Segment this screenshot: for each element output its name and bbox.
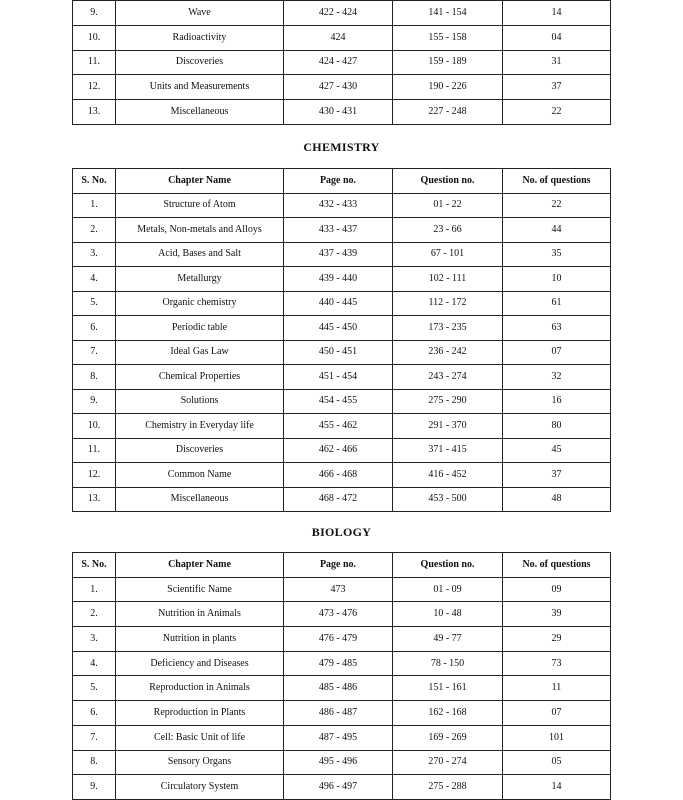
- cell-num-questions: 80: [503, 414, 611, 439]
- physics-row: [73, 1, 611, 26]
- cell-num-questions: 37: [503, 75, 611, 100]
- cell-page-no: 473: [284, 577, 393, 602]
- header-page-no: Page no.: [284, 553, 393, 578]
- cell-sno: 3.: [73, 242, 116, 267]
- cell-chapter-name: Metals, Non-metals and Alloys: [116, 218, 284, 243]
- cell-sno: 9.: [73, 389, 116, 414]
- cell-page-no: 433 - 437: [284, 218, 393, 243]
- cell-page-no: 445 - 450: [284, 316, 393, 341]
- cell-sno: 4.: [73, 267, 116, 292]
- cell-num-questions: 48: [503, 487, 611, 512]
- cell-chapter-name: Miscellaneous: [116, 100, 284, 125]
- cell-question-no: 270 - 274: [393, 750, 503, 775]
- cell-num-questions: 45: [503, 438, 611, 463]
- cell-chapter-name: Nutrition in Animals: [116, 602, 284, 627]
- cell-num-questions: 35: [503, 242, 611, 267]
- cell-chapter-name: Circulatory System: [116, 775, 284, 800]
- biology-row: [73, 651, 611, 676]
- cell-chapter-name: Units and Measurements: [116, 75, 284, 100]
- header-chapter-name: Chapter Name: [116, 553, 284, 578]
- cell-page-no: 476 - 479: [284, 627, 393, 652]
- cell-question-no: 67 - 101: [393, 242, 503, 267]
- cell-question-no: 01 - 09: [393, 577, 503, 602]
- header-page-no: Page no.: [284, 169, 393, 194]
- cell-sno: 12.: [73, 75, 116, 100]
- cell-num-questions: 39: [503, 602, 611, 627]
- cell-question-no: 169 - 269: [393, 725, 503, 750]
- cell-sno: 9.: [73, 1, 116, 26]
- cell-chapter-name: Organic chemistry: [116, 291, 284, 316]
- cell-page-no: 427 - 430: [284, 75, 393, 100]
- biology-row: [73, 701, 611, 726]
- cell-page-no: 424 - 427: [284, 50, 393, 75]
- chemistry-heading: CHEMISTRY: [303, 140, 380, 154]
- cell-question-no: 141 - 154: [393, 1, 503, 26]
- cell-num-questions: 29: [503, 627, 611, 652]
- header-sno: S. No.: [73, 553, 116, 578]
- cell-chapter-name: Miscellaneous: [116, 487, 284, 512]
- chemistry-table: [72, 168, 611, 512]
- cell-question-no: 236 - 242: [393, 340, 503, 365]
- cell-sno: 5.: [73, 291, 116, 316]
- cell-question-no: 112 - 172: [393, 291, 503, 316]
- cell-page-no: 450 - 451: [284, 340, 393, 365]
- biology-row: [73, 577, 611, 602]
- cell-chapter-name: Periodic table: [116, 316, 284, 341]
- cell-num-questions: 14: [503, 1, 611, 26]
- cell-num-questions: 11: [503, 676, 611, 701]
- cell-chapter-name: Solutions: [116, 389, 284, 414]
- cell-sno: 2.: [73, 218, 116, 243]
- biology-row: [73, 602, 611, 627]
- cell-sno: 10.: [73, 414, 116, 439]
- cell-sno: 3.: [73, 627, 116, 652]
- cell-question-no: 159 - 189: [393, 50, 503, 75]
- chemistry-row: [73, 487, 611, 512]
- biology-row: [73, 750, 611, 775]
- cell-page-no: 486 - 487: [284, 701, 393, 726]
- cell-sno: 1.: [73, 577, 116, 602]
- chemistry-row: [73, 463, 611, 488]
- cell-chapter-name: Deficiency and Diseases: [116, 651, 284, 676]
- cell-question-no: 151 - 161: [393, 676, 503, 701]
- cell-sno: 6.: [73, 316, 116, 341]
- header-chapter-name: Chapter Name: [116, 169, 284, 194]
- cell-page-no: 430 - 431: [284, 100, 393, 125]
- cell-sno: 7.: [73, 340, 116, 365]
- cell-num-questions: 07: [503, 701, 611, 726]
- cell-num-questions: 73: [503, 651, 611, 676]
- cell-question-no: 190 - 226: [393, 75, 503, 100]
- cell-num-questions: 44: [503, 218, 611, 243]
- cell-question-no: 23 - 66: [393, 218, 503, 243]
- cell-sno: 10.: [73, 25, 116, 50]
- chemistry-row: [73, 414, 611, 439]
- cell-page-no: 468 - 472: [284, 487, 393, 512]
- biology-row: [73, 627, 611, 652]
- cell-question-no: 01 - 22: [393, 193, 503, 218]
- cell-chapter-name: Structure of Atom: [116, 193, 284, 218]
- cell-sno: 1.: [73, 193, 116, 218]
- physics-table: [72, 0, 611, 125]
- cell-page-no: 466 - 468: [284, 463, 393, 488]
- cell-num-questions: 37: [503, 463, 611, 488]
- cell-question-no: 243 - 274: [393, 365, 503, 390]
- cell-num-questions: 10: [503, 267, 611, 292]
- cell-sno: 13.: [73, 487, 116, 512]
- cell-sno: 8.: [73, 365, 116, 390]
- cell-chapter-name: Common Name: [116, 463, 284, 488]
- biology-heading: BIOLOGY: [311, 525, 372, 539]
- cell-num-questions: 61: [503, 291, 611, 316]
- biology-header-row: [73, 553, 611, 578]
- physics-row: [73, 100, 611, 125]
- chemistry-row: [73, 365, 611, 390]
- cell-chapter-name: Metallurgy: [116, 267, 284, 292]
- header-num-questions: No. of questions: [503, 169, 611, 194]
- cell-num-questions: 31: [503, 50, 611, 75]
- cell-page-no: 439 - 440: [284, 267, 393, 292]
- cell-num-questions: 32: [503, 365, 611, 390]
- cell-sno: 6.: [73, 701, 116, 726]
- chemistry-row: [73, 193, 611, 218]
- physics-row: [73, 75, 611, 100]
- cell-sno: 11.: [73, 438, 116, 463]
- cell-question-no: 275 - 288: [393, 775, 503, 800]
- cell-question-no: 291 - 370: [393, 414, 503, 439]
- cell-num-questions: 63: [503, 316, 611, 341]
- cell-chapter-name: Reproduction in Animals: [116, 676, 284, 701]
- chemistry-header-row: [73, 169, 611, 194]
- cell-sno: 9.: [73, 775, 116, 800]
- cell-chapter-name: Radioactivity: [116, 25, 284, 50]
- cell-num-questions: 16: [503, 389, 611, 414]
- cell-page-no: 422 - 424: [284, 1, 393, 26]
- cell-chapter-name: Reproduction in Plants: [116, 701, 284, 726]
- biology-row: [73, 725, 611, 750]
- cell-question-no: 453 - 500: [393, 487, 503, 512]
- cell-chapter-name: Acid, Bases and Salt: [116, 242, 284, 267]
- cell-question-no: 155 - 158: [393, 25, 503, 50]
- biology-row: [73, 775, 611, 800]
- cell-chapter-name: Scientific Name: [116, 577, 284, 602]
- cell-num-questions: 14: [503, 775, 611, 800]
- cell-question-no: 102 - 111: [393, 267, 503, 292]
- cell-page-no: 473 - 476: [284, 602, 393, 627]
- cell-question-no: 275 - 290: [393, 389, 503, 414]
- cell-chapter-name: Nutrition in plants: [116, 627, 284, 652]
- cell-question-no: 227 - 248: [393, 100, 503, 125]
- cell-chapter-name: Discoveries: [116, 50, 284, 75]
- cell-num-questions: 04: [503, 25, 611, 50]
- header-sno: S. No.: [73, 169, 116, 194]
- cell-num-questions: 07: [503, 340, 611, 365]
- cell-question-no: 173 - 235: [393, 316, 503, 341]
- chemistry-row: [73, 218, 611, 243]
- cell-chapter-name: Cell: Basic Unit of life: [116, 725, 284, 750]
- cell-num-questions: 22: [503, 193, 611, 218]
- cell-chapter-name: Chemistry in Everyday life: [116, 414, 284, 439]
- cell-page-no: 495 - 496: [284, 750, 393, 775]
- header-question-no: Question no.: [393, 169, 503, 194]
- header-num-questions: No. of questions: [503, 553, 611, 578]
- biology-table: [72, 552, 611, 800]
- chemistry-row: [73, 267, 611, 292]
- cell-num-questions: 09: [503, 577, 611, 602]
- header-question-no: Question no.: [393, 553, 503, 578]
- cell-num-questions: 22: [503, 100, 611, 125]
- cell-chapter-name: Wave: [116, 1, 284, 26]
- chemistry-row: [73, 291, 611, 316]
- cell-page-no: 437 - 439: [284, 242, 393, 267]
- biology-row: [73, 676, 611, 701]
- cell-sno: 8.: [73, 750, 116, 775]
- cell-page-no: 479 - 485: [284, 651, 393, 676]
- cell-chapter-name: Discoveries: [116, 438, 284, 463]
- chemistry-row: [73, 242, 611, 267]
- cell-question-no: 10 - 48: [393, 602, 503, 627]
- physics-row: [73, 50, 611, 75]
- chemistry-row: [73, 316, 611, 341]
- cell-chapter-name: Sensory Organs: [116, 750, 284, 775]
- cell-sno: 12.: [73, 463, 116, 488]
- cell-page-no: 487 - 495: [284, 725, 393, 750]
- cell-page-no: 440 - 445: [284, 291, 393, 316]
- cell-num-questions: 05: [503, 750, 611, 775]
- cell-page-no: 485 - 486: [284, 676, 393, 701]
- cell-page-no: 496 - 497: [284, 775, 393, 800]
- cell-question-no: 162 - 168: [393, 701, 503, 726]
- cell-question-no: 416 - 452: [393, 463, 503, 488]
- cell-page-no: 454 - 455: [284, 389, 393, 414]
- cell-sno: 5.: [73, 676, 116, 701]
- cell-sno: 7.: [73, 725, 116, 750]
- cell-sno: 4.: [73, 651, 116, 676]
- chemistry-row: [73, 340, 611, 365]
- cell-sno: 13.: [73, 100, 116, 125]
- physics-row: [73, 25, 611, 50]
- cell-page-no: 432 - 433: [284, 193, 393, 218]
- cell-question-no: 78 - 150: [393, 651, 503, 676]
- cell-sno: 11.: [73, 50, 116, 75]
- cell-num-questions: 101: [503, 725, 611, 750]
- cell-question-no: 371 - 415: [393, 438, 503, 463]
- cell-page-no: 462 - 466: [284, 438, 393, 463]
- cell-chapter-name: Ideal Gas Law: [116, 340, 284, 365]
- cell-question-no: 49 - 77: [393, 627, 503, 652]
- chemistry-row: [73, 438, 611, 463]
- cell-page-no: 455 - 462: [284, 414, 393, 439]
- cell-page-no: 451 - 454: [284, 365, 393, 390]
- cell-sno: 2.: [73, 602, 116, 627]
- cell-chapter-name: Chemical Properties: [116, 365, 284, 390]
- cell-page-no: 424: [284, 25, 393, 50]
- chemistry-row: [73, 389, 611, 414]
